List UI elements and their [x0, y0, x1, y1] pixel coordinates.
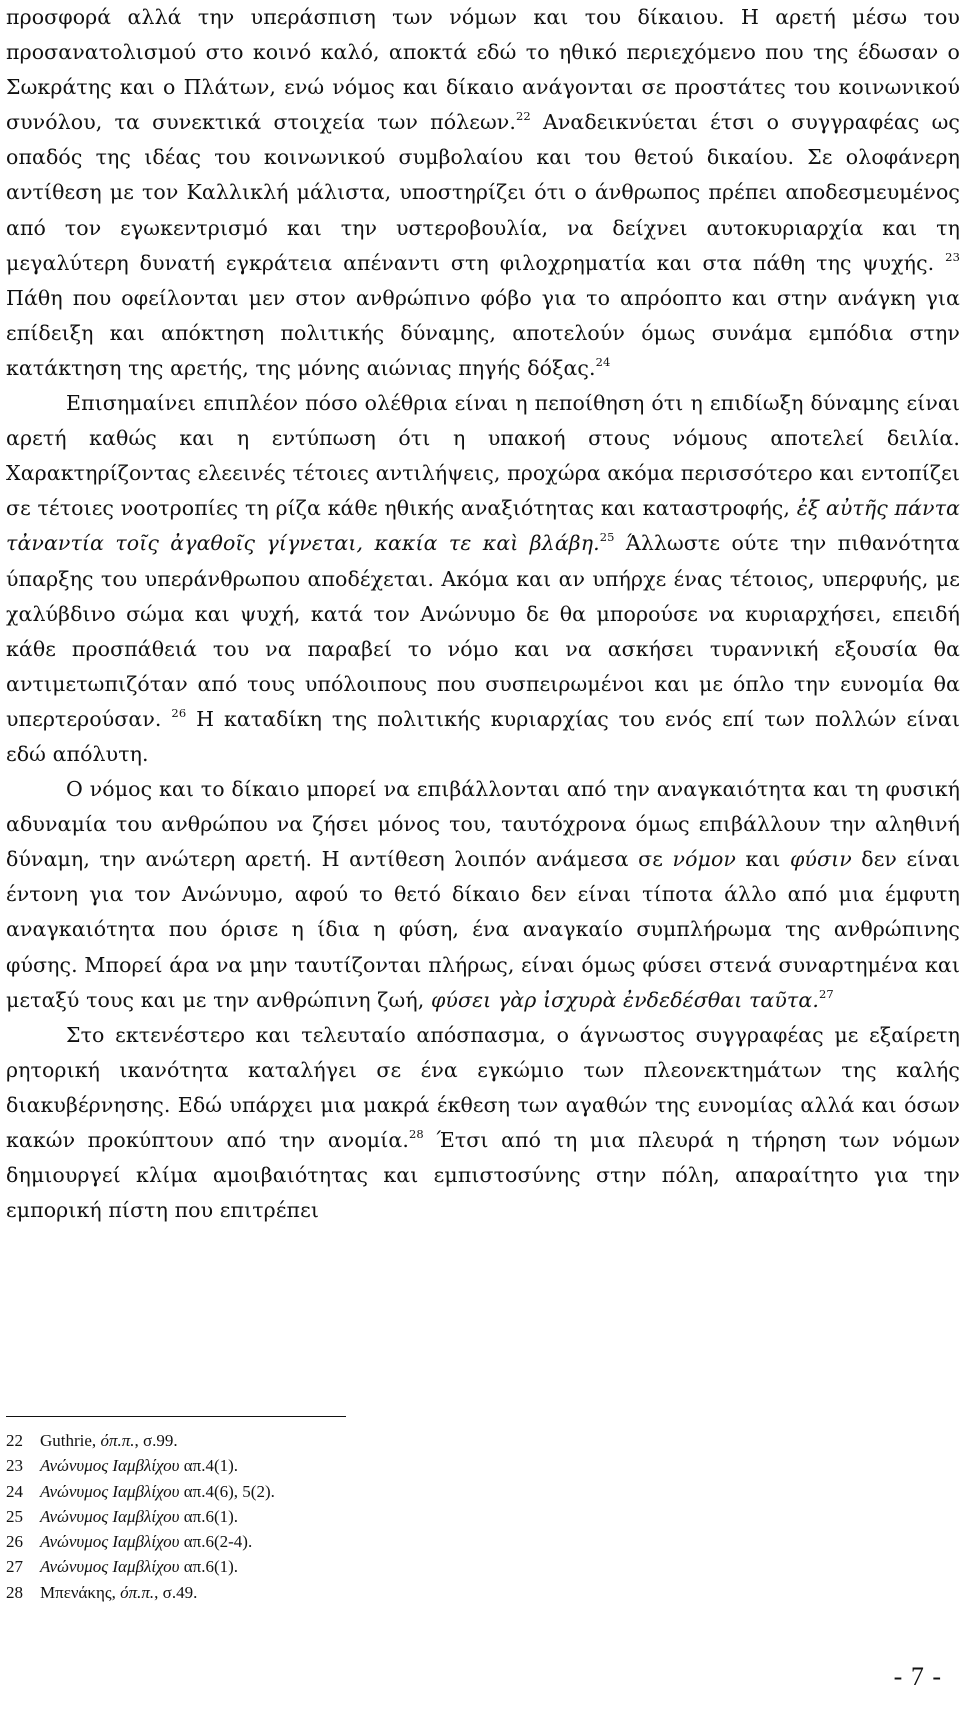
footnote-ref-25[interactable]: 25 [599, 530, 615, 545]
footnote-number: 24 [6, 1481, 23, 1501]
p3-text-1: Ο νόμος και το δίκαιο μπορεί να επιβάλλονται από την αναγκαιότητα και τη φυσική αδυναμία του ανθρώπου να ζήσει μόνος του, ταυτόχρονα όμως επιβάλλουν την αληθινή δύναμη, την ανώτερη αρετή. Η αντίθεση λοιπόν ανάμεσα σε [6, 777, 960, 872]
footnote-text: Ανώνυμος Ιαμβλίχου απ.6(1). [40, 1557, 239, 1577]
footnote-ref-23[interactable]: 23 [945, 249, 960, 264]
footnote-number: 23 [6, 1456, 23, 1476]
footnote-ref-27[interactable]: 27 [818, 986, 834, 1001]
p1-text-1: προσφορά αλλά την υπεράσπιση των νόμων και του δίκαιου. Η αρετή μέσω του προσανατολισμού στο κοινό καλό, αποκτά εδώ το ηθικό περιεχόμενο που της έδωσαν ο Σωκράτης και ο Πλάτων, ενώ νόμος και δίκαιο ανάγονται σε προστάτες του κοινωνικού συνόλου, τα συνεκτικά στοιχεία των πόλεων. [6, 5, 960, 135]
p4-text-1: Στο εκτενέστερο και τελευταίο απόσπασμα, ο άγνωστος συγγραφέας με εξαίρετη ρητορική ικανότητα καταλήγει σε ένα εγκώμιο των πλεονεκτημάτων της καλής διακυβέρνησης. Εδώ υπάρχει μια μακρά έκθεση των αγαθών της ευνομίας αλλά και όσων κακών προκύπτουν από την ανομία. [6, 1022, 960, 1152]
footnote-ref-22[interactable]: 22 [515, 109, 531, 124]
p3-term-fysin: φύσιν [789, 847, 852, 872]
footnote-text: Ανώνυμος Ιαμβλίχου απ.6(2-4). [40, 1532, 253, 1552]
footnote-number: 26 [6, 1532, 23, 1552]
footnote-separator [6, 1416, 346, 1417]
paragraph-2 [6, 386, 960, 772]
paragraph-1 [6, 0, 960, 386]
p2-text-2: Άλλωστε ούτε την πιθανότητα ύπαρξης του υπεράνθρωπου αποδέχεται. Ακόμα και αν υπήρχε ένας τέτοιος, υπερφυής, με χαλύβδινο σώμα και ψυχή, κατά τον Ανώνυμο δε θα μπορούσε να κυριαρχήσει, επειδή κάθε προσπάθειά του να παραβεί το νόμο και να ασκήσει τυραννική εξουσία θα αντιμετωπιζόταν από τους υπόλοιπους που συσπειρωμένοι και με όπλο την ευνομία θα υπερτερούσαν. [6, 531, 960, 731]
p4-text-2: Έτσι από τη μια πλευρά η τήρηση των νόμων δημιουργεί κλίμα αμοιβαιότητας και εμπιστοσύνης στην πόλη, απαραίτητο για την εμπορική πίστη που επιτρέπει [6, 1128, 960, 1223]
footnote-24 [6, 1479, 706, 1504]
footnote-number: 28 [6, 1582, 23, 1602]
p3-text-2: και [735, 847, 790, 872]
paragraph-3 [6, 772, 960, 1018]
p1-text-3: Πάθη που οφείλονται μεν στον ανθρώπινο φόβο για το απρόοπτο και στην ανάγκη για επίδειξη και απόκτηση πολιτικής δύναμης, αποτελούν όμως συνάμα εμπόδια στην κατάκτηση της αρετής, της μόνης αιώνιας πηγής δόξας. [6, 285, 960, 380]
p2-text-3: Η καταδίκη της πολιτικής κυριαρχίας του ενός επί των πολλών είναι εδώ απόλυτη. [6, 706, 960, 766]
footnote-28 [6, 1580, 706, 1605]
footnote-number: 22 [6, 1431, 23, 1450]
footnote-number: 25 [6, 1506, 23, 1526]
body-text [6, 0, 960, 1228]
footnote-text: Μπενάκης, όπ.π., σ.49. [40, 1582, 198, 1602]
p2-greek-quote: ἐξ αὐτῆς πάντα τἀναντία τοῖς ἀγαθοῖς γίγνεται, κακία τε καὶ βλάβη. [6, 496, 960, 556]
page-number: - 7 - [893, 1662, 942, 1691]
footnote-ref-28[interactable]: 28 [408, 1127, 424, 1141]
p2-text-1: Επισημαίνει επιπλέον πόσο ολέθρια είναι η πεποίθηση ότι η επιδίωξη δύναμης είναι αρετή καθώς και η εντύπωση ότι η υπακοή στους νόμους αποτελεί δειλία. Χαρακτηρίζοντας ελεεινές τέτοιες αντιλήψεις, προχώρα ακόμα περισσότερο και εντοπίζει σε τέτοιες νοοτροπίες τη ρίζα κάθε ηθικής αναξιότητας και καταστροφής, [6, 391, 960, 521]
p3-greek-quote: φύσει γὰρ ἰσχυρὰ ἐνδεδέσθαι ταῦτα. [430, 987, 819, 1012]
footnote-text: Guthrie, όπ.π., σ.99. [40, 1431, 178, 1450]
footnote-text: Ανώνυμος Ιαμβλίχου απ.6(1). [40, 1506, 239, 1526]
p3-term-nomon: νόμον [672, 847, 736, 872]
footnote-ref-24[interactable]: 24 [595, 354, 611, 369]
footnotes [6, 1428, 706, 1605]
paragraph-4 [6, 1018, 960, 1229]
footnote-text: Ανώνυμος Ιαμβλίχου απ.4(6), 5(2). [40, 1481, 275, 1501]
footnote-26 [6, 1529, 706, 1554]
footnote-22 [6, 1428, 706, 1453]
p3-text-3: δεν είναι έντονη για τον Ανώνυμο, αφού το θετό δίκαιο δεν είναι τίποτα άλλο από μια έμφυτη αναγκαιότητα που όρισε η ίδια η φύση, ένα αναγκαίο συμπλήρωμα της ανθρώπινης φύσης. Μπορεί άρα να μην ταυτίζονται πλήρως, είναι όμως φύσει στενά συναρτημένα και μεταξύ τους και με την ανθρώπινη ζωή, [6, 847, 960, 1012]
footnote-25 [6, 1504, 706, 1529]
p1-text-2: Αναδεικνύεται έτσι ο συγγραφέας ως οπαδός της ιδέας του κοινωνικού συμβολαίου και του θετού δικαίου. Σε ολοφάνερη αντίθεση με τον Καλλικλή μάλιστα, υποστηρίζει ότι ο άνθρωπος πρέπει αποδεσμευμένος από τον εγωκεντρισμό και την υστεροβουλία, να δείχνει αυτοκυριαρχία και τη μεγαλύτερη δυνατή εγκράτεια απέναντι στη φιλοχρηματία και στα πάθη της ψυχής. [6, 110, 960, 275]
footnote-ref-26[interactable]: 26 [171, 705, 187, 720]
footnote-27 [6, 1554, 706, 1579]
footnote-text: Ανώνυμος Ιαμβλίχου απ.4(1). [40, 1456, 239, 1476]
footnote-number: 27 [6, 1557, 23, 1577]
footnote-23 [6, 1453, 706, 1478]
